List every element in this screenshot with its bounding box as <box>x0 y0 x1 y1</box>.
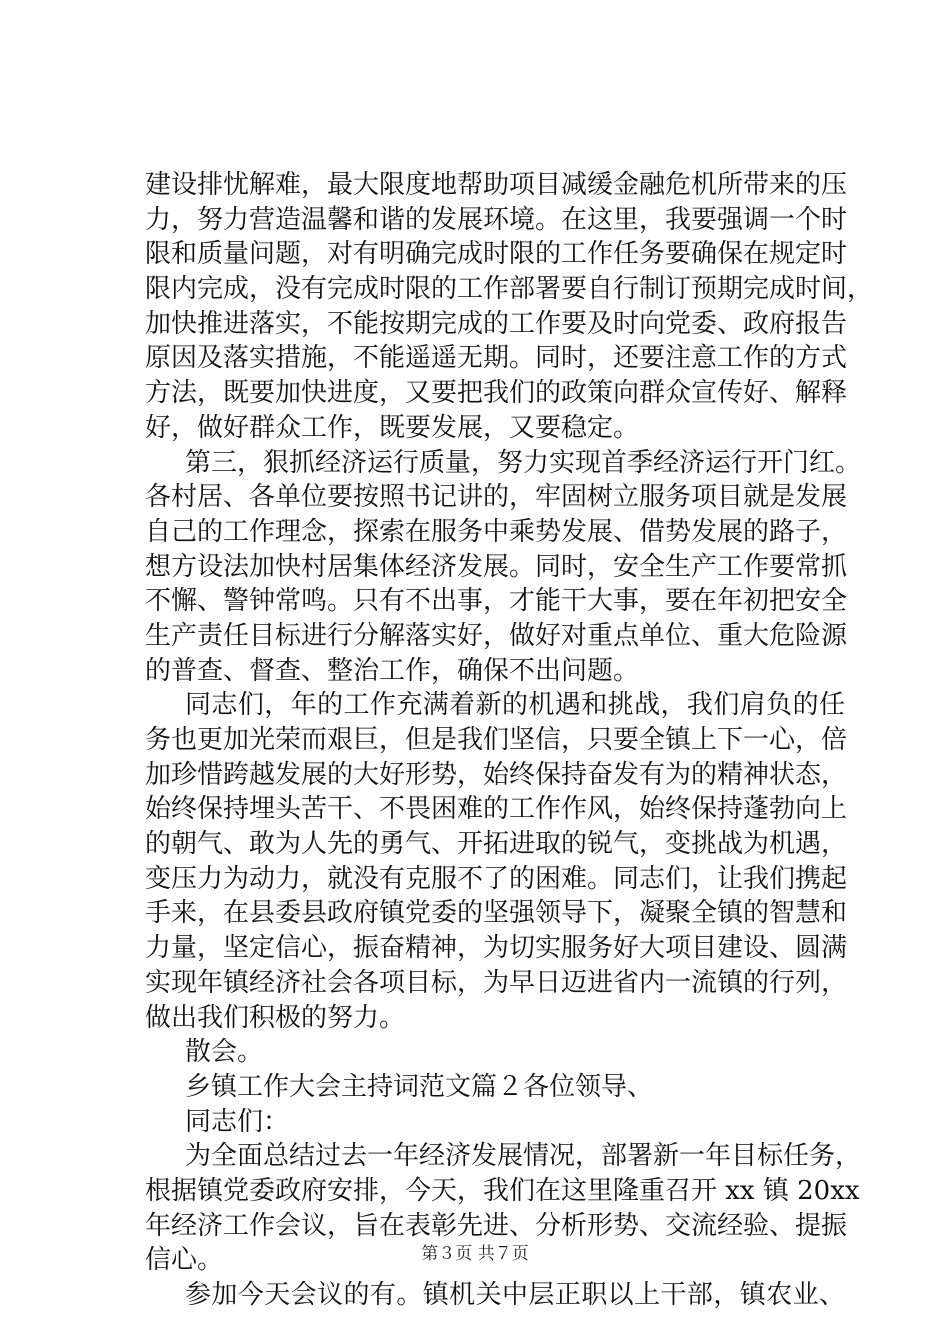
text-line: 生产责任目标进行分解落实好，做好对重点单位、重大危险源 <box>145 620 848 651</box>
text-line: 好，做好群众工作，既要发展，又要稳定。 <box>145 412 640 443</box>
text-line: 第三，狠抓经济运行质量，努力实现首季经济运行开门红。 <box>185 447 862 478</box>
text-line: 手来，在县委县政府镇党委的坚强领导下，凝聚全镇的智慧和 <box>145 898 848 929</box>
text-line: 始终保持埋头苦干、不畏困难的工作作风，始终保持蓬勃向上 <box>145 794 848 825</box>
text-line: 根据镇党委政府安排，今天，我们在这里隆重召开 xx 镇 20xx <box>145 1175 860 1206</box>
text-line: 不懈、警钟常鸣。只有不出事，才能干大事，要在年初把安全 <box>145 586 848 617</box>
text-line: 乡镇工作大会主持词范文篇２各位领导、 <box>185 1071 654 1102</box>
text-line: 年经济工作会议，旨在表彰先进、分析形势、交流经验、提振 <box>145 1210 848 1241</box>
text-line: 变压力为动力，就没有克服不了的困难。同志们，让我们携起 <box>145 863 848 894</box>
text-line: 的朝气、敢为人先的勇气、开拓进取的锐气，变挑战为机遇， <box>145 829 848 860</box>
text-line: 各村居、各单位要按照书记讲的，牢固树立服务项目就是发展 <box>145 482 848 513</box>
text-line: 力量，坚定信心，振奋精神，为切实服务好大项目建设、圆满 <box>145 933 848 964</box>
text-line: 务也更加光荣而艰巨，但是我们坚信，只要全镇上下一心，倍 <box>145 725 848 755</box>
text-line: 限和质量问题，对有明确完成时限的工作任务要确保在规定时 <box>145 239 848 270</box>
text-line: 力，努力营造温馨和谐的发展环境。在这里，我要强调一个时 <box>145 204 848 235</box>
text-line: 建设排忧解难，最大限度地帮助项目减缓金融危机所带来的压 <box>145 170 848 200</box>
text-line: 参加今天会议的有。镇机关中层正职以上干部，镇农业、 <box>185 1280 845 1310</box>
text-line: 信心。 <box>145 1245 224 1276</box>
text-line: 方法，既要加快进度，又要把我们的政策向群众宣传好、解释 <box>145 378 848 409</box>
text-line: 实现年镇经济社会各项目标，为早日迈进省内一流镇的行列， <box>145 967 848 998</box>
text-line: 同志们： <box>185 1106 290 1137</box>
text-line: 原因及落实措施，不能遥遥无期。同时，还要注意工作的方式 <box>145 343 848 374</box>
text-line: 同志们，年的工作充满着新的机遇和挑战，我们肩负的任 <box>185 690 845 721</box>
text-line: 想方设法加快村居集体经济发展。同时，安全生产工作要常抓 <box>145 551 848 582</box>
text-line: 自己的工作理念，探索在服务中乘势发展、借势发展的路子， <box>145 516 848 547</box>
text-line: 为全面总结过去一年经济发展情况，部署新一年目标任务， <box>185 1141 862 1172</box>
text-line: 加快推进落实，不能按期完成的工作要及时向党委、政府报告 <box>145 308 848 339</box>
text-line: 限内完成，没有完成时限的工作部署要自行制订预期完成时间， <box>145 274 874 305</box>
text-line: 的普查、督查、整治工作，确保不出问题。 <box>145 655 640 686</box>
document-body <box>145 168 874 1313</box>
text-line: 加珍惜跨越发展的大好形势，始终保持奋发有为的精神状态， <box>145 759 848 790</box>
page-number-footer: 第３页 共７页 <box>421 1244 529 1264</box>
text-line: 散会。 <box>185 1037 264 1068</box>
text-line: 做出我们积极的努力。 <box>145 1002 406 1033</box>
